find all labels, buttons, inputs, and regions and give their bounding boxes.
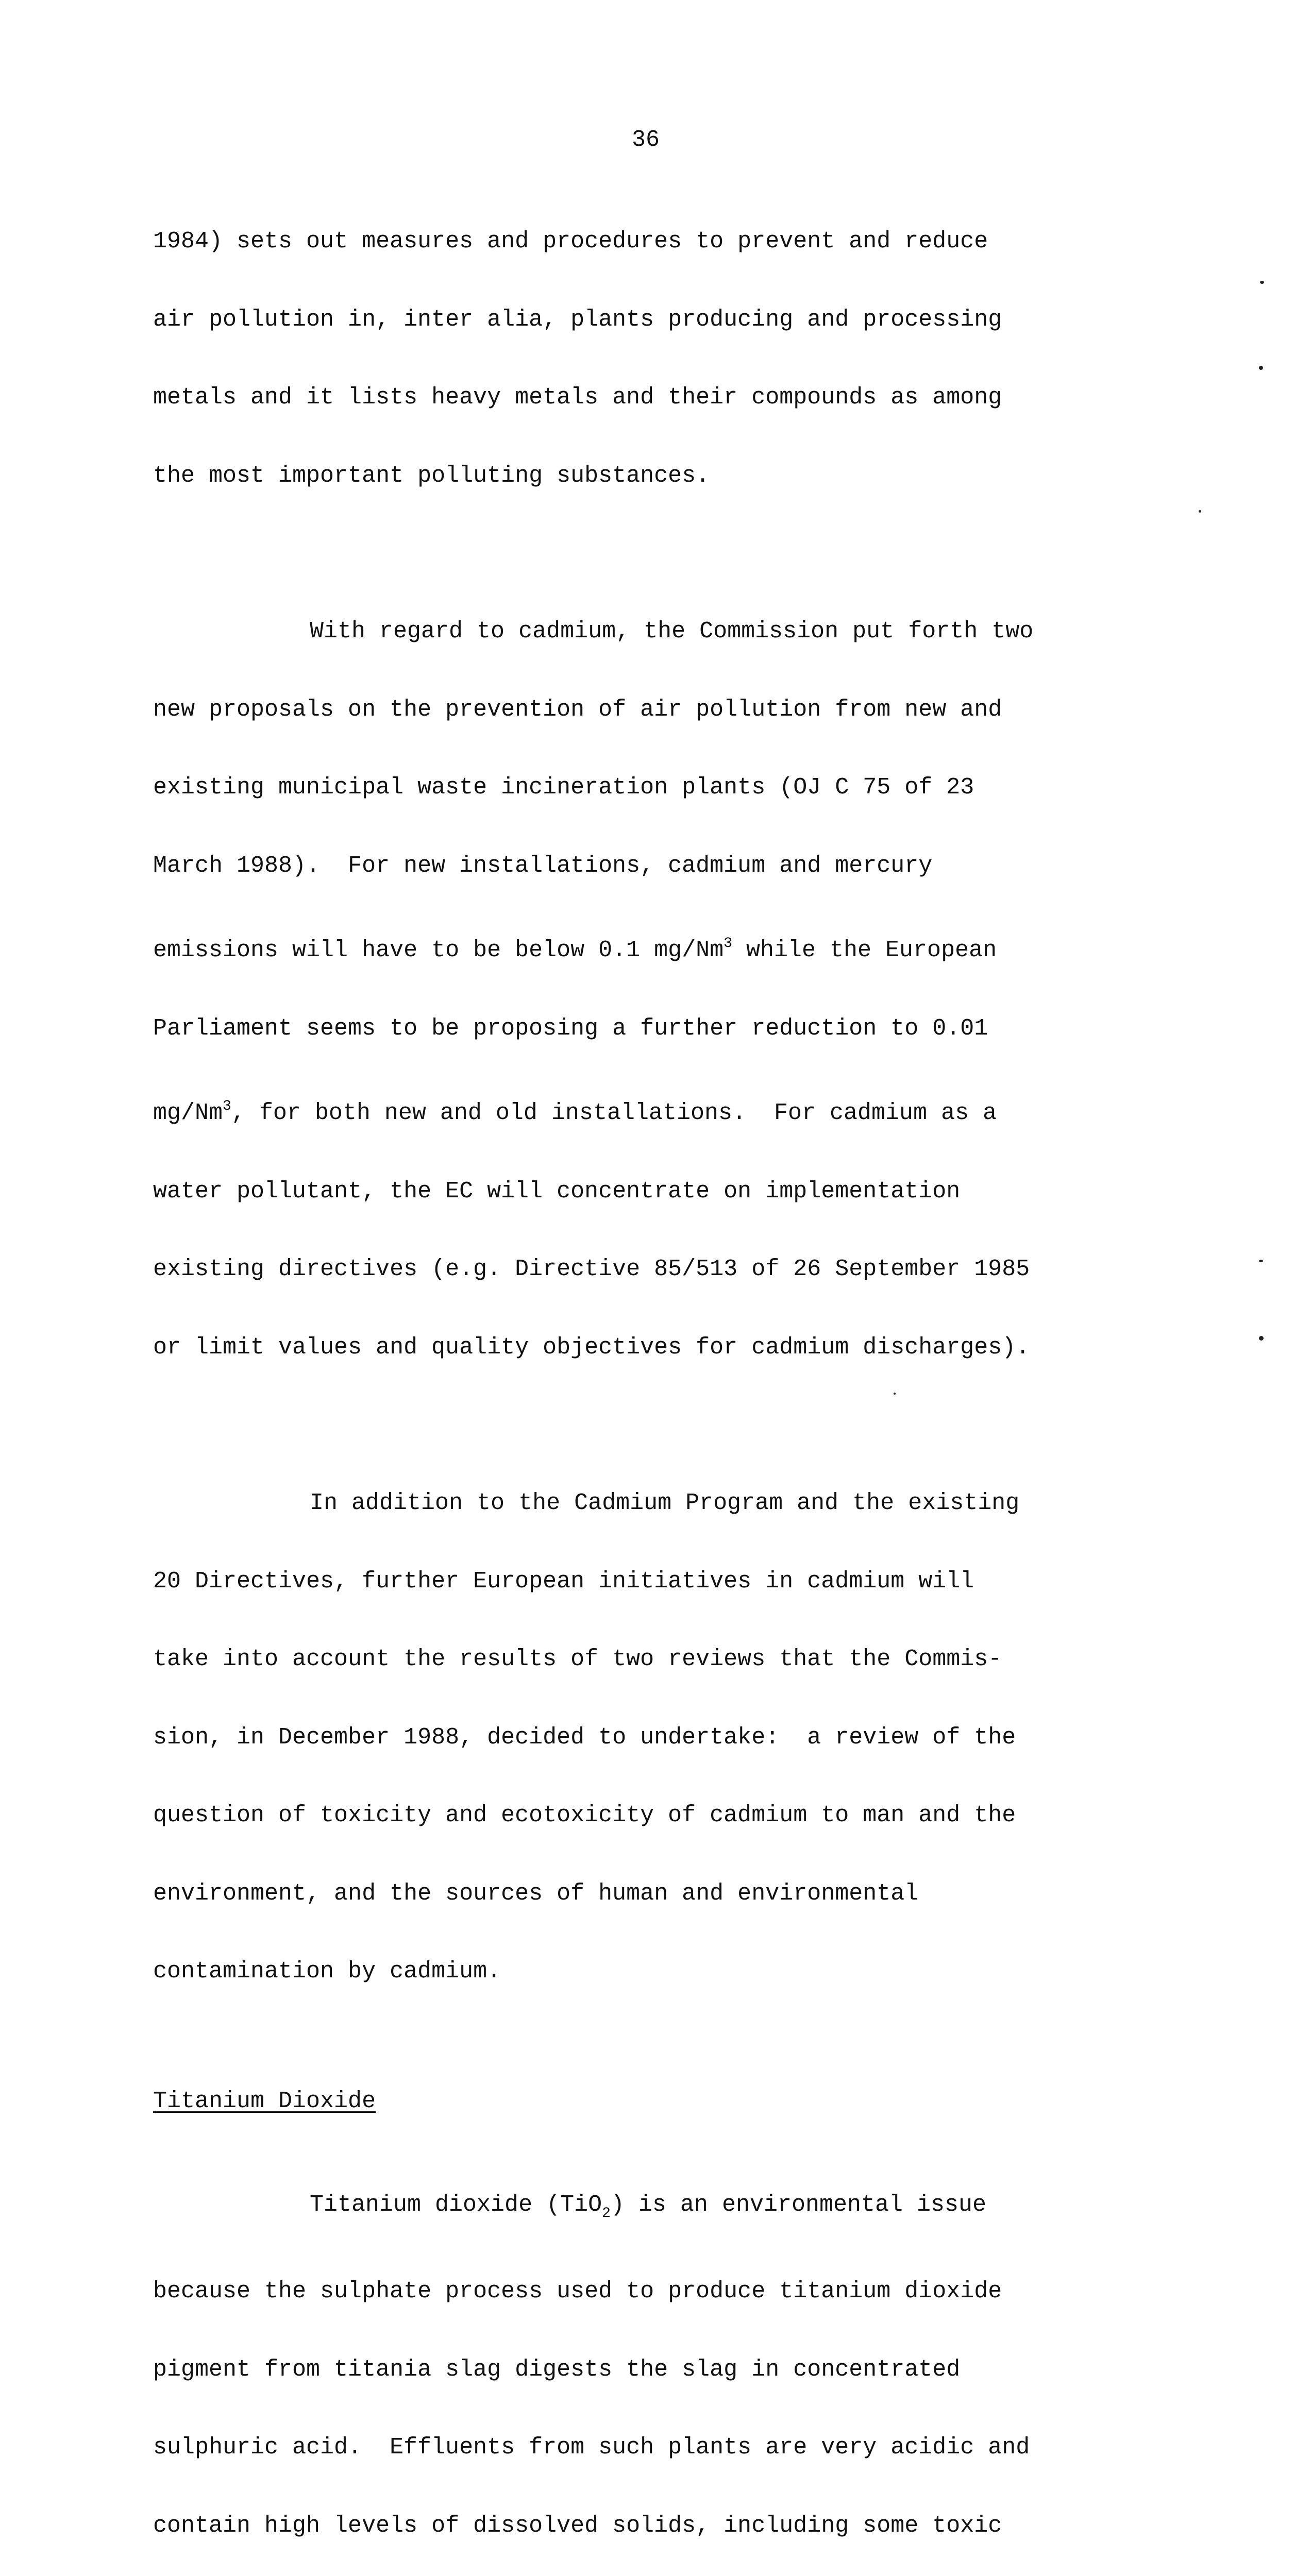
text-line xyxy=(153,1094,1148,1127)
text-line: existing directives (e.g. Directive 85/513 of 26 September 1985 xyxy=(153,1257,1148,1283)
text-run: while the European xyxy=(732,937,997,963)
scan-speck xyxy=(1199,510,1201,513)
scan-speck xyxy=(1259,366,1263,370)
text-line: new proposals on the prevention of air pollution from new and xyxy=(153,697,1148,723)
text-line: metals and it lists heavy metals and their compounds as among xyxy=(153,385,1148,411)
text-line: air pollution in, inter alia, plants producing and processing xyxy=(153,307,1148,333)
text-run: emissions will have to be below 0.1 mg/Nm xyxy=(153,937,724,963)
paragraph-cadmium-reviews xyxy=(153,1438,1148,2037)
text-run: Titanium dioxide (TiO xyxy=(310,2192,602,2218)
paragraph-air-pollution xyxy=(153,177,1148,541)
text-line: existing municipal waste incineration plants (OJ C 75 of 23 xyxy=(153,775,1148,801)
text-line: 1984) sets out measures and procedures to prevent and reduce xyxy=(153,229,1148,255)
text-line: sion, in December 1988, decided to undertake: a review of the xyxy=(153,1725,1148,1751)
superscript: 3 xyxy=(724,936,732,952)
text-line: or limit values and quality objectives for cadmium discharges). xyxy=(153,1335,1148,1361)
text-line: sulphuric acid. Effluents from such plants are very acidic and xyxy=(153,2435,1148,2461)
text-line: With regard to cadmium, the Commission put forth two xyxy=(153,619,1148,645)
text-line: water pollutant, the EC will concentrate on implementation xyxy=(153,1179,1148,1205)
scan-speck xyxy=(894,1393,896,1395)
text-line: March 1988). For new installations, cadmium and mercury xyxy=(153,853,1148,879)
text-line xyxy=(153,2192,1148,2227)
paragraph-titanium-dioxide xyxy=(153,2140,1148,2576)
text-run: ) is an environmental issue xyxy=(611,2192,986,2218)
text-line: question of toxicity and ecotoxicity of cadmium to man and the xyxy=(153,1803,1148,1829)
superscript: 3 xyxy=(223,1098,231,1114)
page-number: 36 xyxy=(632,127,660,153)
text-line: In addition to the Cadmium Program and the existing xyxy=(153,1490,1148,1517)
text-line: because the sulphate process used to produce titanium dioxide xyxy=(153,2279,1148,2305)
text-line: take into account the results of two reviews that the Commis- xyxy=(153,1647,1148,1673)
text-line xyxy=(153,931,1148,964)
section-heading: Titanium Dioxide xyxy=(153,2089,1148,2114)
text-line: contain high levels of dissolved solids, including some toxic xyxy=(153,2513,1148,2539)
paragraph-cadmium-proposals xyxy=(153,567,1148,1413)
scan-speck xyxy=(1260,281,1264,284)
text-line: Parliament seems to be proposing a further reduction to 0.01 xyxy=(153,1016,1148,1042)
text-line: pigment from titania slag digests the slag in concentrated xyxy=(153,2357,1148,2383)
text-run: , for both new and old installations. For cadmium as a xyxy=(231,1100,997,1126)
document-body xyxy=(153,177,1148,2576)
scan-speck xyxy=(1259,1336,1264,1341)
text-line: environment, and the sources of human and environmental xyxy=(153,1881,1148,1907)
text-run: mg/Nm xyxy=(153,1100,223,1126)
subscript: 2 xyxy=(602,2206,611,2222)
text-line: 20 Directives, further European initiatives in cadmium will xyxy=(153,1569,1148,1595)
scan-speck xyxy=(1259,1260,1263,1262)
text-line: the most important polluting substances. xyxy=(153,463,1148,489)
text-line: contamination by cadmium. xyxy=(153,1959,1148,1985)
